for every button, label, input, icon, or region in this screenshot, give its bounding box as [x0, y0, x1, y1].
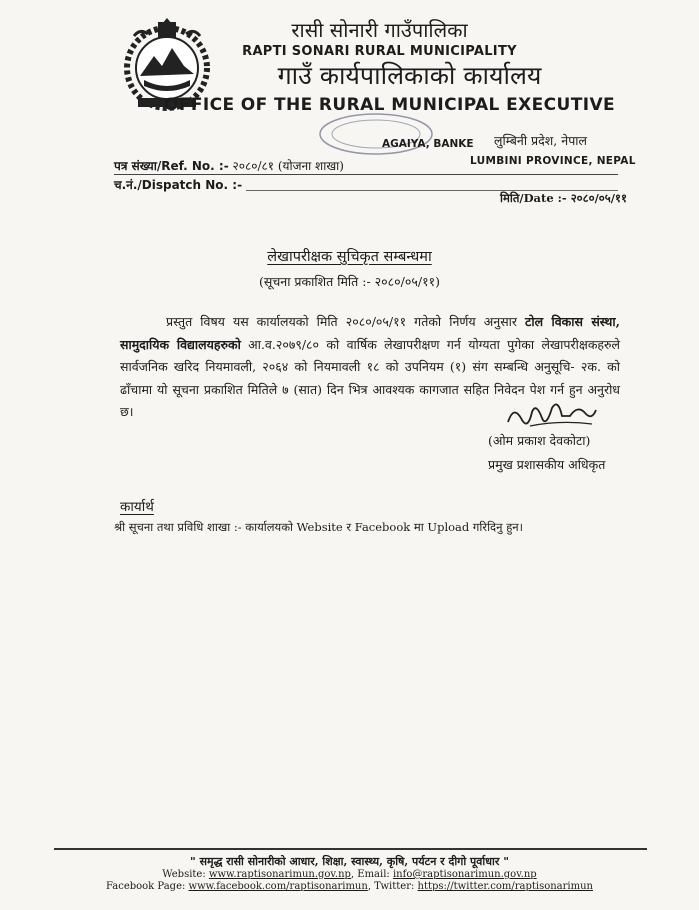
email-label: , Email:: [350, 869, 390, 880]
action-text: श्री सूचना तथा प्रविधि शाखा :- कार्यालयको Website र Facebook मा Upload गरिदिनु हुन।: [114, 520, 524, 534]
dispatch-number: [114, 176, 242, 193]
office-name-np: गाउँ कार्यपालिकाको कार्यालय: [277, 61, 542, 90]
facebook-link[interactable]: www.facebook.com/raptisonarimun: [188, 881, 368, 892]
website-link[interactable]: www.raptisonarimun.gov.np: [208, 869, 351, 880]
signatory-title: प्रमुख प्रशासकीय अधिकृत: [488, 457, 606, 472]
date-label: मिति/Date :-: [500, 191, 567, 205]
ref-value: २०८०/८१ (योजना शाखा): [232, 159, 344, 173]
body-text-1: प्रस्तुत विषय यस कार्यालयको मिति २०८०/०५/११ गतेको निर्णय अनुसार: [166, 314, 526, 329]
province-en: LUMBINI PROVINCE, NEPAL: [470, 155, 636, 167]
date-value: २०८०/०५/११: [570, 191, 627, 205]
facebook-label: Facebook Page:: [106, 881, 186, 892]
dispatch-label: च.नं./Dispatch No. :-: [114, 178, 243, 192]
twitter-label: , Twitter:: [367, 881, 415, 892]
action-heading: [120, 497, 154, 515]
website-label: Website:: [162, 869, 206, 880]
footer-motto: " समृद्ध रासी सोनारीको आधार, शिक्षा, स्वास्थ्य, कृषि, पर्यटन र दीगो पूर्वाधार ": [190, 855, 509, 868]
footer-social: [0, 881, 699, 892]
twitter-link[interactable]: https://twitter.com/raptisonarimun: [417, 881, 593, 892]
reference-number: [114, 157, 344, 174]
signatory-name: (ओम प्रकाश देवकोटा): [488, 433, 591, 448]
ref-label: पत्र संख्या/Ref. No. :-: [114, 159, 229, 173]
footer-divider: [54, 848, 647, 850]
office-name-en: OFFICE OF THE RURAL MUNICIPAL EXECUTIVE: [163, 95, 616, 115]
email-link[interactable]: info@raptisonarimun.gov.np: [392, 869, 537, 880]
action-heading-text: कार्यार्थ: [120, 499, 154, 515]
letter-date: [500, 191, 627, 206]
province-np: लुम्बिनी प्रदेश, नेपाल: [494, 133, 588, 148]
office-location: AGAIYA, BANKE: [382, 138, 474, 150]
header-divider: [114, 174, 618, 175]
footer-contact: [0, 869, 699, 880]
published-date: (सूचना प्रकाशित मिति :- २०८०/०५/११): [259, 274, 440, 289]
municipality-name-en: RAPTI SONARI RURAL MUNICIPALITY: [242, 44, 517, 59]
signature-icon: [500, 394, 600, 434]
municipality-name-np: रासी सोनारी गाउँपालिका: [291, 18, 468, 42]
subject-heading: [0, 246, 699, 266]
body-text-bold: टोल विकास संस्था, सामुदायिक विद्यालयहरुको: [120, 314, 620, 352]
subject-title: लेखापरीक्षक सुचिकृत सम्बन्धमा: [267, 249, 432, 265]
body-text-2: आ.व.२०७९/८० को वार्षिक लेखापरीक्षण गर्न योग्यता पुगेका लेखापरीक्षकहरुले सार्वजनिक खरिद नियमावली, २०६४ को नियमावली १८ को उपनियम (१) संग सम्बन्धि अनुसूचि- २क. को ढाँचामा यो सूचना प्रकाशित मितिले ७ (सात) दिन भित्र आवश्यक कागजात सहित निवेदन पेश गर्न हुन अनुरोध छ।: [120, 336, 621, 419]
